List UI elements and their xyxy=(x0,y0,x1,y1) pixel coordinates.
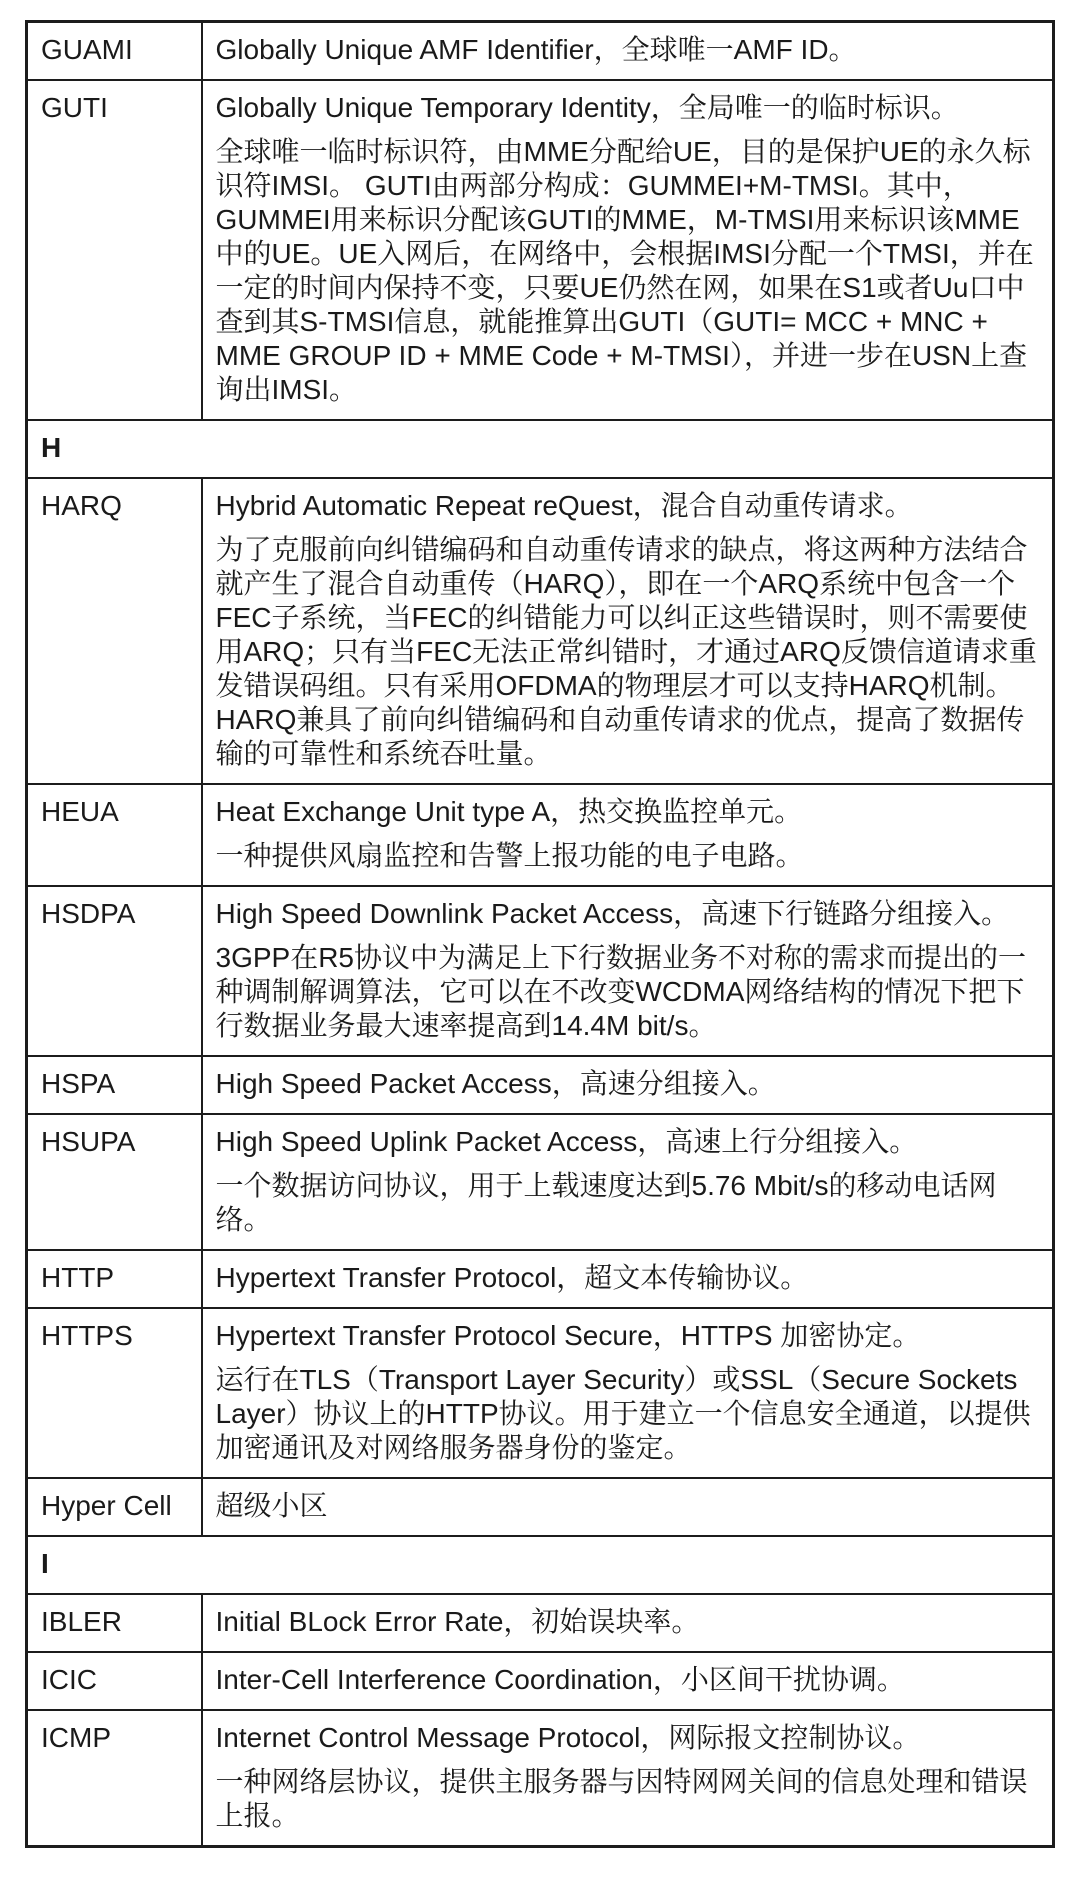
term-text: Hyper Cell xyxy=(41,1490,172,1521)
definition-text: High Speed Uplink Packet Access，高速上行分组接入。 xyxy=(215,1126,918,1157)
definition-text: Globally Unique Temporary Identity，全局唯一的临时标识。 xyxy=(215,92,959,123)
definition-text: Inter-Cell Interference Coordination，小区间干扰协调。 xyxy=(215,1664,905,1695)
term-cell xyxy=(27,1250,202,1308)
definition-cell xyxy=(202,1308,1054,1478)
term-text: HEUA xyxy=(41,796,119,827)
definition-cell xyxy=(202,478,1054,784)
term-text: HTTPS xyxy=(41,1320,133,1351)
term-cell xyxy=(27,1710,202,1847)
definition-cell xyxy=(202,886,1054,1056)
description-text: 全球唯一临时标识符，由MME分配给UE，目的是保护UE的永久标识符IMSI。 GUTI由两部分构成：GUMMEI+M-TMSI。其中，GUMMEI用来标识分配该GUTI的MME，M-TMSI用来标识该MME中的UE。UE入网后，在网络中，会根据IMSI分配一个TMSI，并在一定的时间内保持不变，只要UE仍然在网，如果在S1或者Uu口中查到其S-TMSI信息，就能推算出GUTI（GUTI= MCC + MNC + MME GROUP ID + MME Code + M-TMSI），并进一步在USN上查询出IMSI。 xyxy=(215,136,1034,405)
term-cell xyxy=(27,784,202,886)
definition-cell xyxy=(202,1478,1054,1536)
glossary-row xyxy=(27,1308,1054,1478)
glossary-row xyxy=(27,22,1054,81)
definition-cell xyxy=(202,784,1054,886)
description-text: 3GPP在R5协议中为满足上下行数据业务不对称的需求而提出的一种调制解调算法，它可以在不改变WCDMA网络结构的情况下把下行数据业务最大速率提高到14.4M bit/s。 xyxy=(215,942,1026,1041)
definition-cell xyxy=(202,22,1054,81)
definition-text: Initial BLock Error Rate，初始误块率。 xyxy=(215,1606,700,1637)
glossary-row xyxy=(27,886,1054,1056)
term-cell xyxy=(27,1478,202,1536)
term-cell xyxy=(27,1114,202,1250)
definition-text: Internet Control Message Protocol，网际报文控制协议。 xyxy=(215,1722,921,1753)
term-cell xyxy=(27,1594,202,1652)
term-cell xyxy=(27,80,202,420)
section-letter: I xyxy=(27,1536,1054,1594)
definition-cell xyxy=(202,1594,1054,1652)
term-text: HARQ xyxy=(41,490,122,521)
definition-cell xyxy=(202,1056,1054,1114)
description-text: 一种网络层协议，提供主服务器与因特网网关间的信息处理和错误上报。 xyxy=(215,1766,1028,1831)
description-text: 运行在TLS（Transport Layer Security）或SSL（Secure Sockets Layer）协议上的HTTP协议。用于建立一个信息安全通道，以提供加密通讯及对网络服务器身份的鉴定。 xyxy=(215,1364,1031,1463)
definition-cell xyxy=(202,1250,1054,1308)
glossary-row xyxy=(27,1710,1054,1847)
glossary-row xyxy=(27,1114,1054,1250)
definition-text: Heat Exchange Unit type A，热交换监控单元。 xyxy=(215,796,803,827)
term-text: IBLER xyxy=(41,1606,122,1637)
section-header-row xyxy=(27,420,1054,478)
definition-cell xyxy=(202,1652,1054,1710)
definition-text: High Speed Downlink Packet Access，高速下行链路分组接入。 xyxy=(215,898,1010,929)
glossary-table xyxy=(25,20,1055,1848)
term-text: GUTI xyxy=(41,92,108,123)
section-letter: H xyxy=(27,420,1054,478)
glossary-row xyxy=(27,1250,1054,1308)
term-text: GUAMI xyxy=(41,34,133,65)
term-text: HSPA xyxy=(41,1068,116,1099)
description-text: 为了克服前向纠错编码和自动重传请求的缺点，将这两种方法结合就产生了混合自动重传（HARQ），即在一个ARQ系统中包含一个FEC子系统，当FEC的纠错能力可以纠正这些错误时，则不需要使用ARQ；只有当FEC无法正常纠错时，才通过ARQ反馈信道请求重发错误码组。只有采用OFDMA的物理层才可以支持HARQ机制。HARQ兼具了前向纠错编码和自动重传请求的优点，提高了数据传输的可靠性和系统吞吐量。 xyxy=(215,534,1037,769)
definition-text: Globally Unique AMF Identifier，全球唯一AMF ID。 xyxy=(215,34,857,65)
glossary-row xyxy=(27,1652,1054,1710)
glossary-row xyxy=(27,478,1054,784)
section-header-row xyxy=(27,1536,1054,1594)
definition-cell xyxy=(202,1114,1054,1250)
description-text: 一个数据访问协议，用于上载速度达到5.76 Mbit/s的移动电话网络。 xyxy=(215,1170,997,1235)
definition-text: High Speed Packet Access，高速分组接入。 xyxy=(215,1068,776,1099)
description-text: 一种提供风扇监控和告警上报功能的电子电路。 xyxy=(215,840,804,871)
term-cell xyxy=(27,1056,202,1114)
definition-text: Hypertext Transfer Protocol Secure，HTTPS 加密协定。 xyxy=(215,1320,921,1351)
term-cell xyxy=(27,886,202,1056)
definition-text: Hybrid Automatic Repeat reQuest，混合自动重传请求。 xyxy=(215,490,913,521)
term-cell xyxy=(27,478,202,784)
glossary-row xyxy=(27,1056,1054,1114)
definition-cell xyxy=(202,1710,1054,1847)
term-text: ICMP xyxy=(41,1722,111,1753)
term-text: HTTP xyxy=(41,1262,115,1293)
definition-text: 超级小区 xyxy=(215,1490,328,1521)
definition-cell xyxy=(202,80,1054,420)
glossary-row xyxy=(27,1594,1054,1652)
term-cell xyxy=(27,22,202,81)
term-cell xyxy=(27,1308,202,1478)
term-text: HSUPA xyxy=(41,1126,136,1157)
term-text: ICIC xyxy=(41,1664,97,1695)
term-text: HSDPA xyxy=(41,898,136,929)
glossary-row xyxy=(27,80,1054,420)
term-cell xyxy=(27,1652,202,1710)
glossary-row xyxy=(27,1478,1054,1536)
glossary-row xyxy=(27,784,1054,886)
definition-text: Hypertext Transfer Protocol，超文本传输协议。 xyxy=(215,1262,809,1293)
